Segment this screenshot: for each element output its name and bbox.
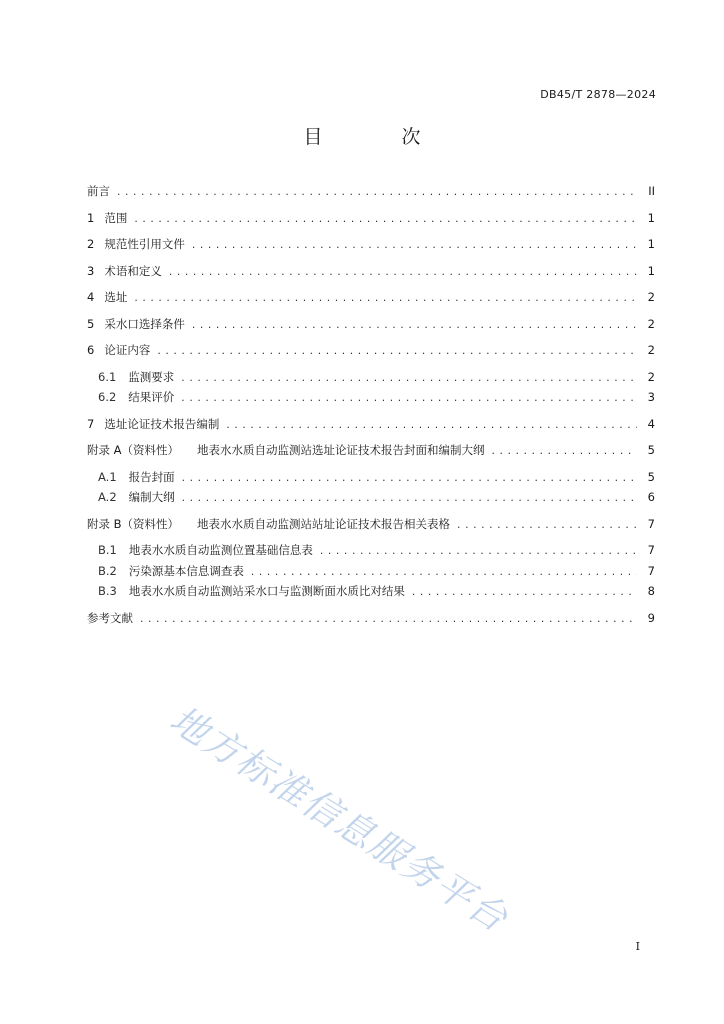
toc-entry-label: 采水口选择条件 (104, 316, 185, 331)
toc-entry-label: 地表水水质自动监测站选址论证技术报告封面和编制大纲 (197, 443, 485, 457)
toc-leader-dots (225, 419, 637, 434)
toc-entry-page: 2 (647, 369, 655, 384)
toc-entry[interactable] (87, 417, 655, 434)
toc-subentry[interactable] (87, 370, 655, 387)
toc-subentry[interactable] (87, 584, 655, 601)
toc-entry-number: B.1 (98, 543, 117, 557)
toc-entry-page: 2 (647, 343, 655, 357)
toc-leader-dots (156, 345, 637, 360)
toc-entry[interactable] (87, 443, 655, 460)
toc-entry[interactable] (87, 264, 655, 281)
toc-entry-page: 7 (647, 563, 655, 578)
toc-entry-number: B.3 (98, 584, 117, 598)
toc-leader-dots (133, 213, 637, 228)
toc-leader-dots (191, 239, 637, 254)
toc-entry-label: 编制大纲 (128, 490, 175, 504)
toc-entry-page: 2 (647, 290, 655, 304)
toc-leader-dots (116, 186, 637, 201)
toc-entry-label: 监测要求 (128, 369, 175, 384)
toc-leader-dots (133, 292, 637, 307)
toc-leader-dots (456, 519, 637, 534)
toc-entry[interactable] (87, 237, 655, 254)
toc-entry[interactable] (87, 343, 655, 360)
toc-entry-page: 3 (647, 390, 655, 404)
toc-leader-dots (180, 372, 637, 387)
toc-entry-label: 地表水水质自动监测站站址论证技术报告相关表格 (197, 516, 451, 531)
toc-entry[interactable] (87, 290, 655, 307)
toc-leader-dots (168, 266, 637, 281)
toc-entry-number: B.2 (98, 563, 117, 578)
toc-entry-label: 前言 (87, 184, 110, 198)
toc-entry-number: A.1 (98, 469, 117, 484)
toc-subentry[interactable] (87, 470, 655, 487)
toc-entry-label: 地表水水质自动监测站采水口与监测断面水质比对结果 (128, 584, 405, 598)
toc-entry-label: 论证内容 (104, 343, 151, 357)
toc-entry-label: 地表水水质自动监测位置基础信息表 (128, 543, 313, 557)
toc-entry-number: 6.1 (98, 369, 117, 384)
toc-leader-dots (181, 492, 637, 507)
toc-leader-dots (250, 566, 637, 581)
toc-entry-page: 4 (647, 416, 655, 431)
toc-entry-page: 9 (647, 610, 655, 625)
toc-entry-label: 规范性引用文件 (104, 237, 185, 251)
toc-subentry[interactable] (87, 490, 655, 507)
toc-entry-page: 7 (647, 516, 655, 531)
watermark: 地方标准信息服务平台 (162, 697, 516, 941)
toc-entry-number: 1 (87, 210, 95, 225)
page-title: 目 次 (303, 126, 451, 148)
toc-entry[interactable] (87, 184, 655, 201)
toc-entry-page: 5 (647, 469, 655, 484)
toc-entry-number: 6.2 (98, 390, 117, 404)
table-of-contents (87, 184, 655, 637)
toc-entry[interactable] (87, 211, 655, 228)
toc-entry-label: 报告封面 (128, 469, 175, 484)
toc-entry-label: 结果评价 (128, 390, 175, 404)
toc-leader-dots (180, 392, 637, 407)
toc-leader-dots (491, 445, 637, 460)
toc-entry-page: 2 (647, 316, 655, 331)
toc-entry-number: 5 (87, 316, 95, 331)
toc-entry-label: 选址 (104, 290, 128, 304)
toc-entry[interactable] (87, 517, 655, 534)
toc-entry[interactable] (87, 611, 655, 628)
toc-entry-number: 附录 B（资料性） (87, 516, 180, 531)
toc-entry-page: II (648, 184, 655, 198)
toc-entry-number: 7 (87, 416, 95, 431)
page-number: I (635, 940, 640, 953)
toc-entry-number: 6 (87, 343, 95, 357)
toc-entry-page: 7 (647, 543, 655, 557)
toc-leader-dots (191, 319, 637, 334)
toc-entry-label: 术语和定义 (104, 263, 162, 278)
toc-entry-label: 选址论证技术报告编制 (104, 416, 220, 431)
toc-entry-number: 附录 A（资料性） (87, 443, 180, 457)
toc-leader-dots (139, 613, 637, 628)
document-code: DB45/T 2878—2024 (540, 88, 656, 101)
toc-entry[interactable] (87, 317, 655, 334)
toc-entry-number: A.2 (98, 490, 117, 504)
toc-entry-label: 污染源基本信息调查表 (128, 563, 244, 578)
toc-entry-page: 8 (647, 584, 655, 598)
toc-subentry[interactable] (87, 390, 655, 407)
toc-entry-page: 6 (647, 490, 655, 504)
toc-entry-number: 2 (87, 237, 95, 251)
toc-leader-dots (319, 545, 637, 560)
toc-entry-number: 4 (87, 290, 95, 304)
toc-leader-dots (411, 586, 637, 601)
toc-subentry[interactable] (87, 543, 655, 560)
toc-subentry[interactable] (87, 564, 655, 581)
toc-entry-page: 1 (647, 237, 655, 251)
toc-entry-page: 1 (647, 210, 655, 225)
toc-leader-dots (181, 472, 637, 487)
toc-entry-label: 参考文献 (87, 610, 133, 625)
toc-entry-number: 3 (87, 263, 95, 278)
toc-entry-label: 范围 (104, 210, 128, 225)
toc-entry-page: 5 (647, 443, 655, 457)
toc-entry-page: 1 (647, 263, 655, 278)
